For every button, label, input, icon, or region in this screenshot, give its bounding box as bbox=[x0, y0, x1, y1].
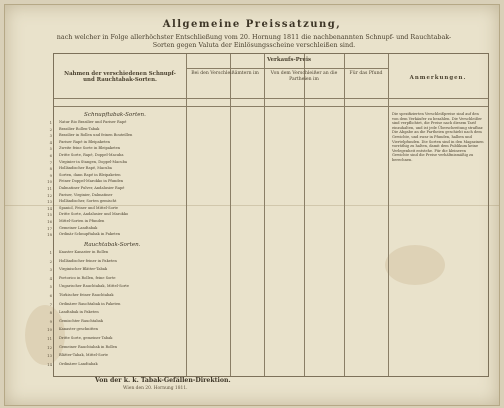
row-number: 11 bbox=[47, 336, 52, 341]
price-column-header: Verkaufs-Preis bbox=[266, 57, 312, 63]
row-number: 6 bbox=[49, 153, 52, 158]
header-divider bbox=[54, 98, 488, 99]
column-divider bbox=[264, 54, 265, 376]
row-name: Knaster Kanaster in Rollen bbox=[59, 250, 109, 254]
header-divider bbox=[54, 106, 488, 107]
section-snuff: Schnupftabak-Sorten. bbox=[84, 112, 146, 118]
column-divider bbox=[230, 54, 231, 376]
row-number: 5 bbox=[49, 284, 52, 290]
subheader-parties: Von dem Verschleißer an die Partheien im bbox=[270, 71, 338, 82]
row-name: Dalmatiner Pulver, Andalusier Rapé bbox=[59, 186, 125, 190]
row-name: Brasilier Rollen-Tabak bbox=[59, 126, 100, 131]
row-number: 16 bbox=[47, 219, 52, 224]
row-number: 12 bbox=[47, 344, 52, 350]
row-name: Natur Rio Brasilier und Pariser Rapé bbox=[59, 120, 127, 124]
row-name: Dritte Sorte, Rapé, Doppel-Macuba bbox=[59, 153, 124, 157]
subheader-pound: Für das Pfund bbox=[349, 71, 383, 76]
row-number: 9 bbox=[49, 172, 52, 178]
row-number: 8 bbox=[49, 310, 52, 316]
row-name: Spaniol, Feiner und Mittel-Sorte bbox=[59, 205, 119, 210]
header-divider bbox=[186, 68, 388, 69]
row-number: 13 bbox=[47, 353, 52, 359]
row-name: Pariser, Virginier, Dalmatiner bbox=[59, 192, 113, 197]
row-name: Holländischer Rapé, Macuba bbox=[59, 166, 112, 171]
row-name: Sorten, dann Rapé in Bleipaketen bbox=[59, 172, 121, 177]
row-name: Dritte Sorte, Andalusier und Marokko bbox=[59, 212, 129, 217]
row-name: Gemeiner Landtabak bbox=[59, 225, 98, 230]
row-name: Ungarischer Rauchtabak, Mittel-Sorte bbox=[59, 284, 129, 289]
row-name: Feiner Doppel-Marokko in Pfunden bbox=[59, 179, 124, 184]
row-number: 3 bbox=[49, 133, 52, 139]
row-name: Pariser Rapé in Bleipaketen bbox=[59, 139, 110, 144]
row-name: Mittel-Sorten in Pfunden bbox=[59, 219, 105, 223]
row-number: 14 bbox=[47, 361, 52, 367]
row-name: Holländischer, Sorten gemischt bbox=[59, 199, 117, 204]
row-name: Türkischer feiner Rauchtabak bbox=[59, 293, 114, 297]
row-name: Ordinärer Rauchtabak in Paketen bbox=[59, 301, 121, 306]
row-name: Gemischter Rauchtabak bbox=[59, 318, 103, 323]
price-table bbox=[47, 53, 489, 377]
row-number: 6 bbox=[49, 293, 52, 298]
row-number: 10 bbox=[47, 179, 52, 185]
row-name: Ordinär Schnupftabak in Paketen bbox=[59, 232, 121, 237]
row-name: Zweite feine Sorte in Bleipaketen bbox=[59, 146, 121, 151]
row-name: Virginier in Stangen, Doppel-Macuba bbox=[59, 159, 128, 164]
row-number: 2 bbox=[49, 126, 52, 132]
row-number: 5 bbox=[49, 146, 52, 152]
row-number: 4 bbox=[49, 139, 52, 145]
column-divider bbox=[186, 54, 187, 376]
row-name: Blätter-Tabak, Mittel-Sorte bbox=[59, 353, 109, 358]
row-number: 1 bbox=[49, 120, 52, 125]
row-name: Portorico in Rollen, feine Sorte bbox=[59, 275, 116, 280]
row-name: Brasilier in Rollen und feinen Bouteillen bbox=[59, 133, 133, 138]
row-name: Landtabak in Paketen bbox=[59, 310, 99, 315]
notes-column-header: Anmerkungen. bbox=[409, 75, 467, 81]
column-divider bbox=[388, 54, 389, 376]
row-number: 9 bbox=[49, 318, 52, 324]
row-name: Gemeiner Rauchtabak in Rollen bbox=[59, 344, 118, 349]
row-name: Holländischer feiner in Paketen bbox=[59, 258, 117, 263]
row-number: 11 bbox=[47, 186, 52, 191]
row-number: 4 bbox=[49, 275, 52, 281]
section-smoke: Rauchtabak-Sorten. bbox=[84, 242, 141, 248]
column-divider bbox=[344, 54, 345, 376]
row-number: 17 bbox=[47, 225, 52, 231]
row-name: Kanaster geschnitten bbox=[59, 327, 98, 332]
row-number: 10 bbox=[47, 327, 52, 333]
row-number: 13 bbox=[47, 199, 52, 205]
row-number: 12 bbox=[47, 192, 52, 198]
document-sheet bbox=[4, 4, 500, 406]
notes-text: Die spezifizierten Verschleißpreise sind auf den von dem Verkäufer zu bezahlen. Die Verschleißer sind verpflichtet, die Preise nach diesem Tarif einzuhalten, und ist jede Überschreitung strafbar. Die Abgabe an die Partheien geschieht nach dem Gewichte, und zwar in Pfunden, halben und Viertelpfunden. Die Sorten sind in den Magazinen vorräthig zu halten, damit dem Publikum keine Verlegenheit entstehe. Für die kleineren Gewichte sind die Preise verhältnismäßig zu berechnen. bbox=[392, 112, 484, 162]
row-number: 14 bbox=[47, 205, 52, 211]
name-column-header: Nahmen der verschiedenen Schnupf- und Rauchtabak-Sorten. bbox=[64, 71, 176, 83]
row-number: 3 bbox=[49, 267, 52, 273]
row-number: 1 bbox=[49, 250, 52, 255]
subheader-offices: Bei den Verschleißämtern im bbox=[191, 71, 259, 76]
document-subtitle: nach welcher in Folge allerhöchster Entschließung vom 20. Hornung 1811 die nachbenannten Schnupf- und Rauchtabak-Sorten gegen Valuta der Einlösungsscheine verschleißen sind. bbox=[56, 33, 452, 49]
row-number: 7 bbox=[49, 301, 52, 307]
row-number: 2 bbox=[49, 258, 52, 264]
row-number: 7 bbox=[49, 159, 52, 165]
issue-date: Wien den 20. Hornung 1811. bbox=[123, 386, 188, 391]
row-name: Virginischer Blätter-Tabak bbox=[59, 267, 108, 272]
row-number: 8 bbox=[49, 166, 52, 172]
row-name: Ordinärer Landtabak bbox=[59, 361, 98, 366]
row-number: 15 bbox=[47, 212, 52, 218]
row-name: Dritte Sorte, gemeiner Tabak bbox=[59, 336, 113, 340]
document-title: Allgemeine Preissatzung, bbox=[162, 19, 342, 30]
issuer-signature: Von der k. k. Tabak-Gefällen-Direktion. bbox=[95, 377, 231, 384]
column-divider bbox=[304, 54, 305, 376]
row-number: 18 bbox=[47, 232, 52, 238]
